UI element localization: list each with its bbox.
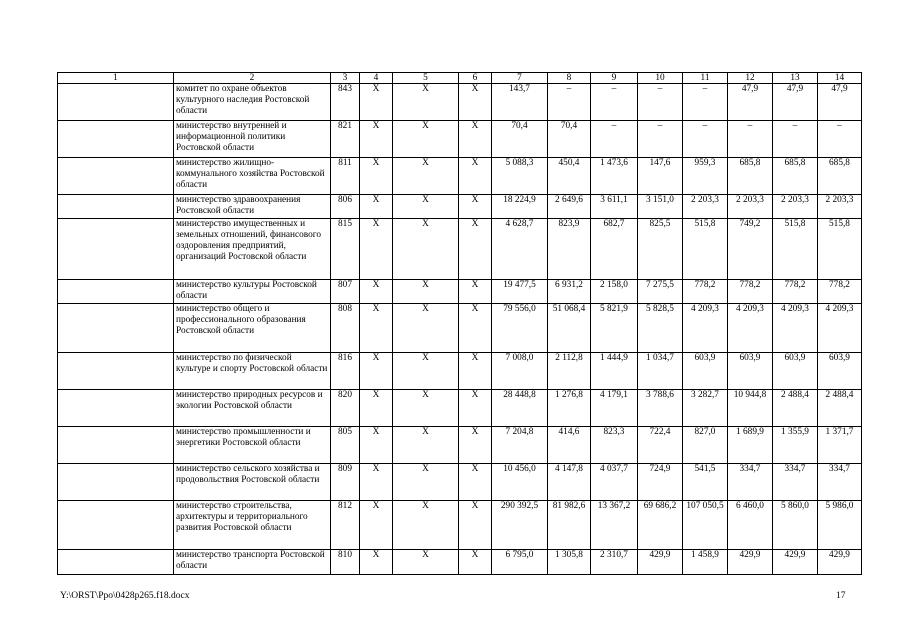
value-cell: 2 203,3 bbox=[773, 195, 818, 219]
value-cell: 70,4 bbox=[548, 121, 591, 158]
value-cell: 515,8 bbox=[683, 219, 728, 280]
x-cell: Х bbox=[360, 158, 393, 195]
table-row bbox=[58, 84, 862, 121]
value-cell: 334,7 bbox=[773, 464, 818, 501]
value-cell: 541,5 bbox=[683, 464, 728, 501]
value-cell: 4 209,3 bbox=[683, 304, 728, 353]
code-cell: 806 bbox=[331, 195, 360, 219]
value-cell: 2 203,3 bbox=[728, 195, 773, 219]
value-cell: 5 828,5 bbox=[638, 304, 683, 353]
value-cell: 47,9 bbox=[773, 84, 818, 121]
value-cell: 2 488,4 bbox=[773, 390, 818, 427]
value-cell: 414,6 bbox=[548, 427, 591, 464]
x-cell: Х bbox=[459, 195, 492, 219]
value-cell: 28 448,8 bbox=[492, 390, 548, 427]
header-cell: 13 bbox=[773, 73, 818, 84]
value-cell: 10 944,8 bbox=[728, 390, 773, 427]
code-cell: 820 bbox=[331, 390, 360, 427]
value-cell: 603,9 bbox=[683, 353, 728, 390]
value-cell: – bbox=[548, 84, 591, 121]
value-cell: 6 460,0 bbox=[728, 501, 773, 550]
value-cell: 450,4 bbox=[548, 158, 591, 195]
header-cell: 5 bbox=[393, 73, 459, 84]
value-cell: 429,9 bbox=[773, 550, 818, 575]
value-cell: 4 209,3 bbox=[728, 304, 773, 353]
value-cell: 603,9 bbox=[773, 353, 818, 390]
value-cell: 722,4 bbox=[638, 427, 683, 464]
empty-cell bbox=[58, 464, 174, 501]
value-cell: 1 305,8 bbox=[548, 550, 591, 575]
value-cell: 825,5 bbox=[638, 219, 683, 280]
x-cell: Х bbox=[360, 280, 393, 304]
value-cell: 823,3 bbox=[591, 427, 638, 464]
table-row bbox=[58, 353, 862, 390]
value-cell: 2 488,4 bbox=[818, 390, 862, 427]
value-cell: 143,7 bbox=[492, 84, 548, 121]
value-cell: 147,6 bbox=[638, 158, 683, 195]
x-cell: Х bbox=[393, 84, 459, 121]
header-cell: 14 bbox=[818, 73, 862, 84]
value-cell: 959,3 bbox=[683, 158, 728, 195]
table-row bbox=[58, 550, 862, 575]
value-cell: 1 444,9 bbox=[591, 353, 638, 390]
header-cell: 8 bbox=[548, 73, 591, 84]
value-cell: – bbox=[638, 84, 683, 121]
value-cell: 827,0 bbox=[683, 427, 728, 464]
header-cell: 11 bbox=[683, 73, 728, 84]
table-row bbox=[58, 427, 862, 464]
value-cell: 4 209,3 bbox=[773, 304, 818, 353]
empty-cell bbox=[58, 121, 174, 158]
value-cell: 290 392,5 bbox=[492, 501, 548, 550]
value-cell: 4 147,8 bbox=[548, 464, 591, 501]
code-cell: 810 bbox=[331, 550, 360, 575]
value-cell: 19 477,5 bbox=[492, 280, 548, 304]
value-cell: 749,2 bbox=[728, 219, 773, 280]
value-cell: 778,2 bbox=[683, 280, 728, 304]
organization-name-cell: министерство жилищно-коммунального хозяйства Ростовской области bbox=[174, 158, 331, 195]
x-cell: Х bbox=[393, 219, 459, 280]
code-cell: 809 bbox=[331, 464, 360, 501]
x-cell: Х bbox=[393, 550, 459, 575]
code-cell: 805 bbox=[331, 427, 360, 464]
value-cell: 1 371,7 bbox=[818, 427, 862, 464]
value-cell: 334,7 bbox=[818, 464, 862, 501]
budget-table bbox=[57, 72, 862, 575]
value-cell: 13 367,2 bbox=[591, 501, 638, 550]
value-cell: 7 008,0 bbox=[492, 353, 548, 390]
table-row bbox=[58, 464, 862, 501]
header-cell: 9 bbox=[591, 73, 638, 84]
value-cell: 107 050,5 bbox=[683, 501, 728, 550]
value-cell: 4 628,7 bbox=[492, 219, 548, 280]
x-cell: Х bbox=[459, 464, 492, 501]
value-cell: 1 689,9 bbox=[728, 427, 773, 464]
value-cell: 682,7 bbox=[591, 219, 638, 280]
value-cell: 5 088,3 bbox=[492, 158, 548, 195]
value-cell: 724,9 bbox=[638, 464, 683, 501]
value-cell: 3 611,1 bbox=[591, 195, 638, 219]
value-cell: 603,9 bbox=[818, 353, 862, 390]
value-cell: 5 821,9 bbox=[591, 304, 638, 353]
table-row bbox=[58, 121, 862, 158]
code-cell: 843 bbox=[331, 84, 360, 121]
value-cell: 4 209,3 bbox=[818, 304, 862, 353]
value-cell: 2 203,3 bbox=[683, 195, 728, 219]
value-cell: 2 158,0 bbox=[591, 280, 638, 304]
x-cell: Х bbox=[360, 464, 393, 501]
value-cell: 1 458,9 bbox=[683, 550, 728, 575]
value-cell: 429,9 bbox=[818, 550, 862, 575]
value-cell: 823,9 bbox=[548, 219, 591, 280]
empty-cell bbox=[58, 158, 174, 195]
value-cell: 2 649,6 bbox=[548, 195, 591, 219]
empty-cell bbox=[58, 427, 174, 464]
value-cell: 778,2 bbox=[728, 280, 773, 304]
header-cell: 1 bbox=[58, 73, 174, 84]
x-cell: Х bbox=[360, 501, 393, 550]
value-cell: 603,9 bbox=[728, 353, 773, 390]
header-cell: 12 bbox=[728, 73, 773, 84]
x-cell: Х bbox=[393, 158, 459, 195]
empty-cell bbox=[58, 280, 174, 304]
value-cell: 7 275,5 bbox=[638, 280, 683, 304]
x-cell: Х bbox=[393, 280, 459, 304]
empty-cell bbox=[58, 550, 174, 575]
empty-cell bbox=[58, 84, 174, 121]
value-cell: 2 112,8 bbox=[548, 353, 591, 390]
organization-name-cell: министерство внутренней и информационной политики Ростовской области bbox=[174, 121, 331, 158]
organization-name-cell: министерство культуры Ростовской области bbox=[174, 280, 331, 304]
header-cell: 6 bbox=[459, 73, 492, 84]
table-header-row bbox=[58, 73, 862, 84]
empty-cell bbox=[58, 304, 174, 353]
table-row bbox=[58, 501, 862, 550]
value-cell: 6 795,0 bbox=[492, 550, 548, 575]
value-cell: 3 788,6 bbox=[638, 390, 683, 427]
table-row bbox=[58, 219, 862, 280]
empty-cell bbox=[58, 390, 174, 427]
value-cell: 5 986,0 bbox=[818, 501, 862, 550]
x-cell: Х bbox=[360, 121, 393, 158]
table-row bbox=[58, 390, 862, 427]
header-cell: 2 bbox=[174, 73, 331, 84]
empty-cell bbox=[58, 353, 174, 390]
organization-name-cell: министерство имущественных и земельных отношений, финансового оздоровления предприятий, организаций Ростовской области bbox=[174, 219, 331, 280]
table-body bbox=[58, 73, 862, 575]
value-cell: – bbox=[683, 121, 728, 158]
x-cell: Х bbox=[393, 427, 459, 464]
table-row bbox=[58, 195, 862, 219]
value-cell: – bbox=[638, 121, 683, 158]
value-cell: 685,8 bbox=[728, 158, 773, 195]
value-cell: 1 355,9 bbox=[773, 427, 818, 464]
x-cell: Х bbox=[393, 121, 459, 158]
x-cell: Х bbox=[459, 158, 492, 195]
value-cell: 685,8 bbox=[818, 158, 862, 195]
table-row bbox=[58, 280, 862, 304]
organization-name-cell: министерство транспорта Ростовской области bbox=[174, 550, 331, 575]
value-cell: 429,9 bbox=[638, 550, 683, 575]
x-cell: Х bbox=[360, 219, 393, 280]
value-cell: 7 204,8 bbox=[492, 427, 548, 464]
code-cell: 811 bbox=[331, 158, 360, 195]
value-cell: 778,2 bbox=[818, 280, 862, 304]
value-cell: 3 151,0 bbox=[638, 195, 683, 219]
value-cell: 3 282,7 bbox=[683, 390, 728, 427]
empty-cell bbox=[58, 219, 174, 280]
value-cell: 685,8 bbox=[773, 158, 818, 195]
value-cell: – bbox=[818, 121, 862, 158]
value-cell: 2 203,3 bbox=[818, 195, 862, 219]
value-cell: 4 179,1 bbox=[591, 390, 638, 427]
empty-cell bbox=[58, 195, 174, 219]
value-cell: 10 456,0 bbox=[492, 464, 548, 501]
value-cell: – bbox=[591, 121, 638, 158]
value-cell: 1 473,6 bbox=[591, 158, 638, 195]
value-cell: 2 310,7 bbox=[591, 550, 638, 575]
header-cell: 4 bbox=[360, 73, 393, 84]
x-cell: Х bbox=[360, 195, 393, 219]
organization-name-cell: комитет по охране объектов культурного наследия Ростовской области bbox=[174, 84, 331, 121]
footer-file-path: Y:\ORST\Ppo\0428p265.f18.docx bbox=[60, 591, 190, 601]
x-cell: Х bbox=[459, 550, 492, 575]
header-cell: 3 bbox=[331, 73, 360, 84]
x-cell: Х bbox=[360, 353, 393, 390]
value-cell: 81 982,6 bbox=[548, 501, 591, 550]
value-cell: 47,9 bbox=[818, 84, 862, 121]
x-cell: Х bbox=[459, 353, 492, 390]
header-cell: 7 bbox=[492, 73, 548, 84]
x-cell: Х bbox=[393, 195, 459, 219]
value-cell: – bbox=[773, 121, 818, 158]
x-cell: Х bbox=[393, 501, 459, 550]
x-cell: Х bbox=[393, 464, 459, 501]
x-cell: Х bbox=[360, 550, 393, 575]
x-cell: Х bbox=[459, 427, 492, 464]
organization-name-cell: министерство промышленности и энергетики Ростовской области bbox=[174, 427, 331, 464]
organization-name-cell: министерство строительства, архитектуры и территориального развития Ростовской области bbox=[174, 501, 331, 550]
organization-name-cell: министерство здравоохранения Ростовской области bbox=[174, 195, 331, 219]
x-cell: Х bbox=[459, 84, 492, 121]
code-cell: 815 bbox=[331, 219, 360, 280]
empty-cell bbox=[58, 501, 174, 550]
value-cell: – bbox=[728, 121, 773, 158]
code-cell: 808 bbox=[331, 304, 360, 353]
footer-page-number: 17 bbox=[836, 591, 846, 601]
value-cell: 6 931,2 bbox=[548, 280, 591, 304]
x-cell: Х bbox=[393, 304, 459, 353]
organization-name-cell: министерство общего и профессионального образования Ростовской области bbox=[174, 304, 331, 353]
code-cell: 816 bbox=[331, 353, 360, 390]
value-cell: 5 860,0 bbox=[773, 501, 818, 550]
organization-name-cell: министерство по физической культуре и спорту Ростовской области bbox=[174, 353, 331, 390]
x-cell: Х bbox=[393, 353, 459, 390]
table-row bbox=[58, 158, 862, 195]
value-cell: 51 068,4 bbox=[548, 304, 591, 353]
x-cell: Х bbox=[459, 219, 492, 280]
table-row bbox=[58, 304, 862, 353]
value-cell: 1 276,8 bbox=[548, 390, 591, 427]
header-cell: 10 bbox=[638, 73, 683, 84]
value-cell: 334,7 bbox=[728, 464, 773, 501]
x-cell: Х bbox=[360, 304, 393, 353]
x-cell: Х bbox=[360, 390, 393, 427]
x-cell: Х bbox=[393, 390, 459, 427]
x-cell: Х bbox=[360, 427, 393, 464]
organization-name-cell: министерство сельского хозяйства и продовольствия Ростовской области bbox=[174, 464, 331, 501]
organization-name-cell: министерство природных ресурсов и экологии Ростовской области bbox=[174, 390, 331, 427]
x-cell: Х bbox=[459, 390, 492, 427]
value-cell: 79 556,0 bbox=[492, 304, 548, 353]
x-cell: Х bbox=[459, 280, 492, 304]
value-cell: 70,4 bbox=[492, 121, 548, 158]
x-cell: Х bbox=[459, 501, 492, 550]
code-cell: 812 bbox=[331, 501, 360, 550]
value-cell: 18 224,9 bbox=[492, 195, 548, 219]
value-cell: 69 686,2 bbox=[638, 501, 683, 550]
code-cell: 807 bbox=[331, 280, 360, 304]
value-cell: 1 034,7 bbox=[638, 353, 683, 390]
value-cell: 515,8 bbox=[818, 219, 862, 280]
value-cell: – bbox=[683, 84, 728, 121]
x-cell: Х bbox=[459, 304, 492, 353]
value-cell: 47,9 bbox=[728, 84, 773, 121]
value-cell: 4 037,7 bbox=[591, 464, 638, 501]
value-cell: – bbox=[591, 84, 638, 121]
code-cell: 821 bbox=[331, 121, 360, 158]
value-cell: 515,8 bbox=[773, 219, 818, 280]
value-cell: 778,2 bbox=[773, 280, 818, 304]
x-cell: Х bbox=[459, 121, 492, 158]
x-cell: Х bbox=[360, 84, 393, 121]
value-cell: 429,9 bbox=[728, 550, 773, 575]
